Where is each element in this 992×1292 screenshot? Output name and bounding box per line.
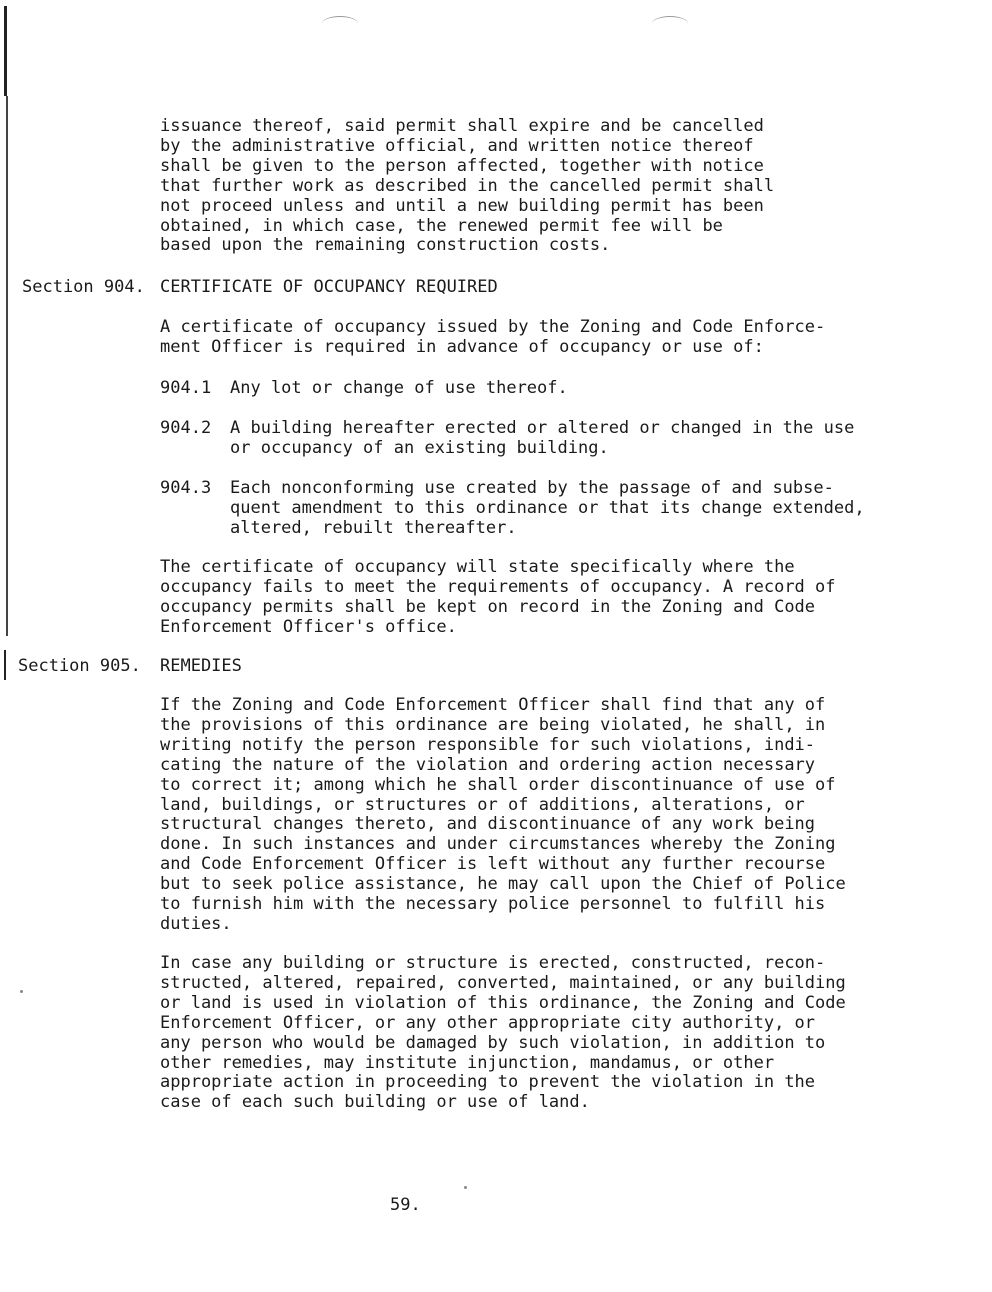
scan-hole-mark bbox=[652, 16, 688, 31]
text-line: issuance thereof, said permit shall expire and be cancelled bbox=[160, 116, 764, 136]
text-line: shall be given to the person affected, together with notice bbox=[160, 155, 764, 176]
text-line: appropriate action in proceeding to prevent the violation in the bbox=[160, 1072, 816, 1093]
section-904-closing bbox=[160, 558, 860, 638]
section-905-paragraph-2 bbox=[160, 954, 860, 1113]
text-line: structural changes thereto, and discontinuance of any work being bbox=[160, 814, 816, 835]
text-line: done. In such instances and under circumstances whereby the Zoning bbox=[160, 834, 836, 855]
text-line: occupancy permits shall be kept on record in the Zoning and Code bbox=[160, 596, 816, 617]
section-title: CERTIFICATE OF OCCUPANCY REQUIRED bbox=[160, 277, 498, 297]
text-line: not proceed unless and until a new building permit has been bbox=[160, 195, 764, 216]
text-line: case of each such building or use of land. bbox=[160, 1092, 590, 1113]
section-number: Section 905. bbox=[18, 656, 141, 676]
text-line: altered, rebuilt thereafter. bbox=[230, 517, 517, 538]
scan-edge-line bbox=[4, 650, 6, 680]
clause-number: 904.3 bbox=[160, 478, 212, 498]
text-line: quent amendment to this ordinance or that its change extended, bbox=[230, 497, 865, 518]
scan-edge-line bbox=[4, 6, 7, 96]
text-line: In case any building or structure is erected, constructed, recon- bbox=[160, 953, 826, 973]
text-line: that further work as described in the cancelled permit shall bbox=[160, 175, 775, 196]
text-line: to correct it; among which he shall order discontinuance of use of bbox=[160, 774, 836, 795]
section-905-paragraph-1 bbox=[160, 696, 860, 935]
section-number: Section 904. bbox=[22, 277, 145, 297]
clause-number: 904.1 bbox=[160, 378, 212, 398]
text-line: writing notify the person responsible for such violations, indi- bbox=[160, 734, 816, 755]
clause-text bbox=[230, 379, 568, 399]
section-904-intro bbox=[160, 318, 860, 358]
text-line: obtained, in which case, the renewed permit fee will be bbox=[160, 215, 723, 236]
text-line: or occupancy of an existing building. bbox=[230, 437, 609, 458]
text-line: and Code Enforcement Officer is left without any further recourse bbox=[160, 854, 826, 875]
text-line: other remedies, may institute injunction, mandamus, or other bbox=[160, 1052, 775, 1073]
text-line: Each nonconforming use created by the passage of and subse- bbox=[230, 478, 834, 498]
text-line: by the administrative official, and written notice thereof bbox=[160, 135, 754, 156]
page-number: 59. bbox=[390, 1195, 421, 1215]
text-line: occupancy fails to meet the requirements of occupancy. A record of bbox=[160, 576, 836, 597]
text-line: duties. bbox=[160, 913, 232, 934]
text-line: or land is used in violation of this ordinance, the Zoning and Code bbox=[160, 992, 846, 1013]
text-line: based upon the remaining construction costs. bbox=[160, 235, 611, 256]
scan-edge-line bbox=[6, 96, 8, 636]
text-line: structed, altered, repaired, converted, maintained, or any building bbox=[160, 972, 846, 993]
text-line: A certificate of occupancy issued by the Zoning and Code Enforce- bbox=[160, 317, 826, 337]
text-line: A building hereafter erected or altered or changed in the use bbox=[230, 418, 855, 438]
text-line: Enforcement Officer, or any other appropriate city authority, or bbox=[160, 1012, 816, 1033]
clause-text bbox=[230, 479, 865, 539]
text-line: land, buildings, or structures or of additions, alterations, or bbox=[160, 794, 805, 815]
scan-speck bbox=[464, 1186, 467, 1189]
clause-number: 904.2 bbox=[160, 418, 212, 438]
text-line: the provisions of this ordinance are being violated, he shall, in bbox=[160, 714, 826, 735]
text-line: Any lot or change of use thereof. bbox=[230, 378, 568, 398]
text-line: If the Zoning and Code Enforcement Officer shall find that any of bbox=[160, 695, 826, 715]
text-line: Enforcement Officer's office. bbox=[160, 616, 457, 637]
scan-speck bbox=[20, 990, 23, 993]
text-line: but to seek police assistance, he may call upon the Chief of Police bbox=[160, 874, 846, 895]
continuation-paragraph bbox=[160, 117, 860, 256]
scan-hole-mark bbox=[322, 16, 358, 31]
section-title: REMEDIES bbox=[160, 656, 242, 676]
clause-text bbox=[230, 419, 854, 459]
text-line: cating the nature of the violation and ordering action necessary bbox=[160, 754, 816, 775]
text-line: The certificate of occupancy will state specifically where the bbox=[160, 557, 795, 577]
text-line: ment Officer is required in advance of occupancy or use of: bbox=[160, 336, 764, 357]
text-line: any person who would be damaged by such violation, in addition to bbox=[160, 1032, 826, 1053]
text-line: to furnish him with the necessary police personnel to fulfill his bbox=[160, 894, 826, 915]
